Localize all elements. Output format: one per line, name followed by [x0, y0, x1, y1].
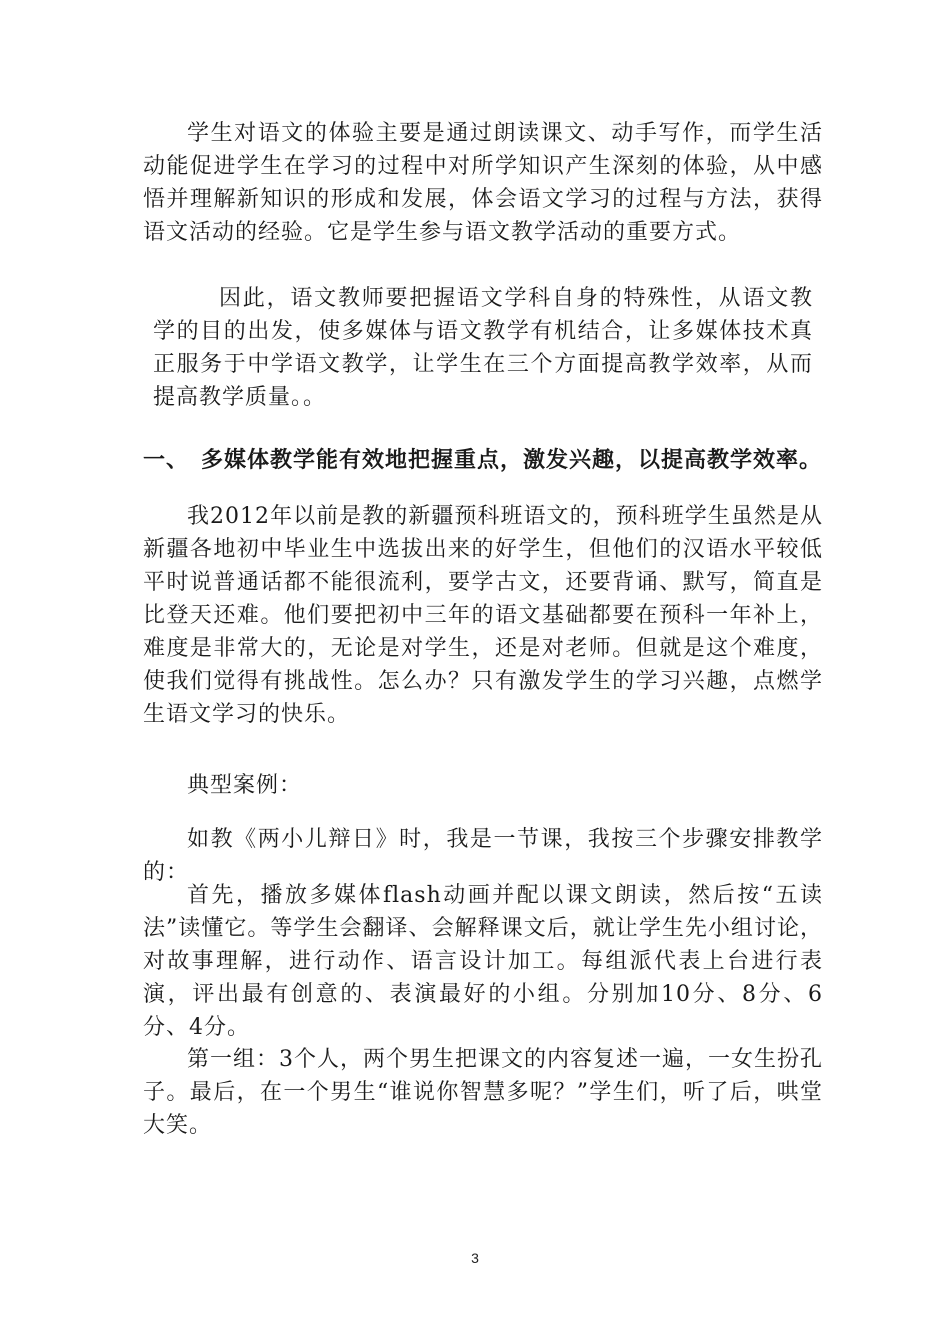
section-heading-1 [143, 445, 843, 475]
paragraph-lesson-example: 如教《两小儿辩日》时，我是一节课，我按三个步骤安排教学的： [143, 827, 823, 885]
paragraph-typical-case-label: 典型案例： [187, 773, 303, 798]
section-title: 多媒体教学能有效地把握重点，激发兴趣，以提高教学效率。 [201, 447, 823, 473]
paragraph-group-one: 第一组：3个人，两个男生把课文的内容复述一遍，一女生扮孔子。最后，在一个男生“谁说你智慧多呢？”学生们，听了后，哄堂大笑。 [143, 1047, 823, 1138]
paragraph-therefore: 因此，语文教师要把握语文学科自身的特殊性，从语文教学的目的出发，使多媒体与语文教学有机结合，让多媒体技术真正服务于中学语文教学，让学生在三个方面提高教学效率，从而提高教学质量。。 [153, 286, 813, 410]
section-number: 一、 [143, 447, 190, 473]
page-number: 3 [471, 1250, 479, 1266]
paragraph-student-experience: 学生对语文的体验主要是通过朗读课文、动手写作，而学生活动能促进学生在学习的过程中对所学知识产生深刻的体验，从中感悟并理解新知识的形成和发展，体会语文学习的过程与方法，获得语文活动的经验。它是学生参与语文教学活动的重要方式。 [143, 121, 823, 245]
paragraph-xinjiang-class: 我2012年以前是教的新疆预科班语文的，预科班学生虽然是从新疆各地初中毕业生中选拔出来的好学生，但他们的汉语水平较低平时说普通话都不能很流利，要学古文，还要背诵、默写，简直是比登天还难。他们要把初中三年的语文基础都要在预科一年补上，难度是非常大的，无论是对学生，还是对老师。但就是这个难度，使我们觉得有挑战性。怎么办？只有激发学生的学习兴趣，点燃学生语文学习的快乐。 [143, 504, 823, 727]
paragraph-first-step: 首先，播放多媒体flash动画并配以课文朗读，然后按“五读法”读懂它。等学生会翻译、会解释课文后，就让学生先小组讨论，对故事理解，进行动作、语言设计加工。每组派代表上台进行表演，评出最有创意的、表演最好的小组。分别加10分、8分、6分、4分。 [143, 883, 823, 1040]
